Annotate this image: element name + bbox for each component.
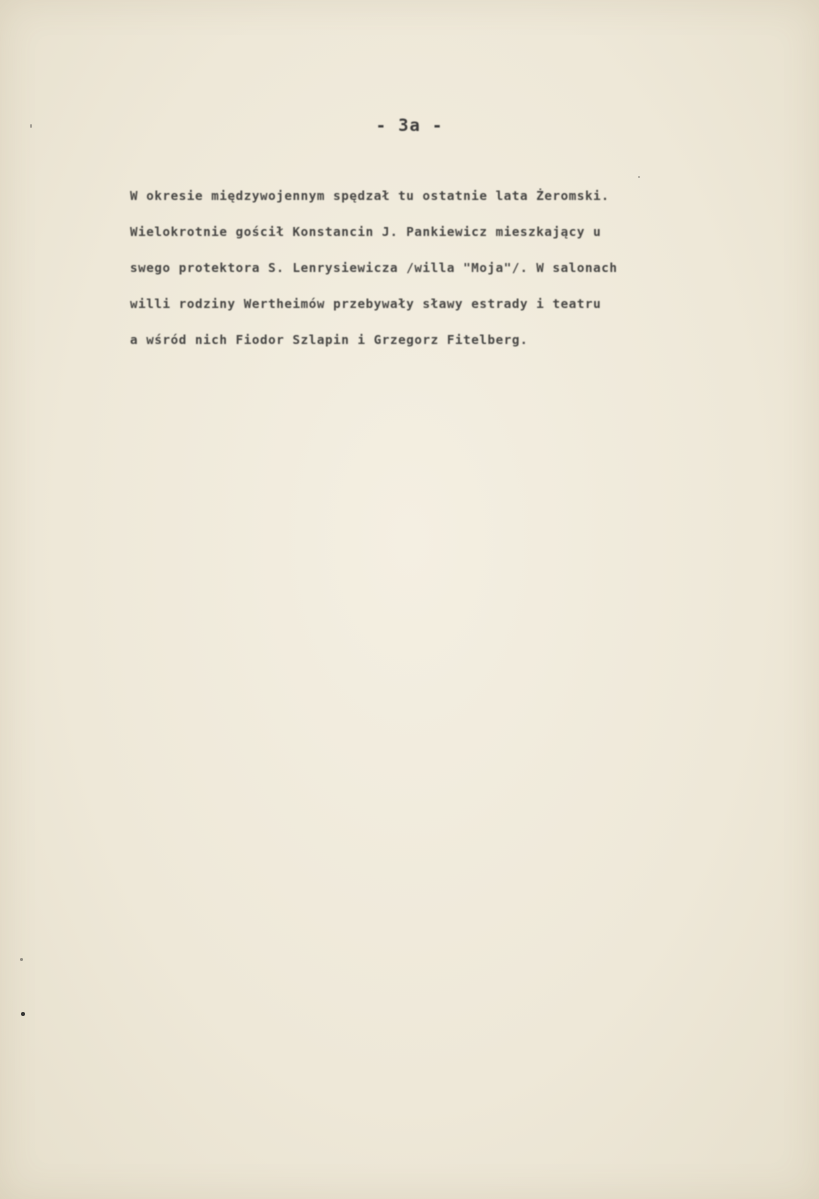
text-line: willi rodziny Wertheimów przebywały sławy estrady i teatru xyxy=(130,296,602,311)
ink-speck xyxy=(638,176,640,178)
text-line: W okresie międzywojennym spędzał tu ostatnie lata Żeromski. xyxy=(130,188,610,203)
ink-speck xyxy=(20,958,23,961)
text-line: a wśród nich Fiodor Szlapin i Grzegorz Fitelberg. xyxy=(130,332,529,347)
page-number: - 3a - xyxy=(375,116,444,136)
ink-speck xyxy=(21,1012,25,1016)
ink-speck xyxy=(30,124,32,128)
body-paragraph xyxy=(130,186,770,366)
text-line: swego protektora S. Lenrysiewicza /willa "Moja"/. W salonach xyxy=(130,260,618,275)
text-line: Wielokrotnie gościł Konstancin J. Pankiewicz mieszkający u xyxy=(130,224,602,239)
